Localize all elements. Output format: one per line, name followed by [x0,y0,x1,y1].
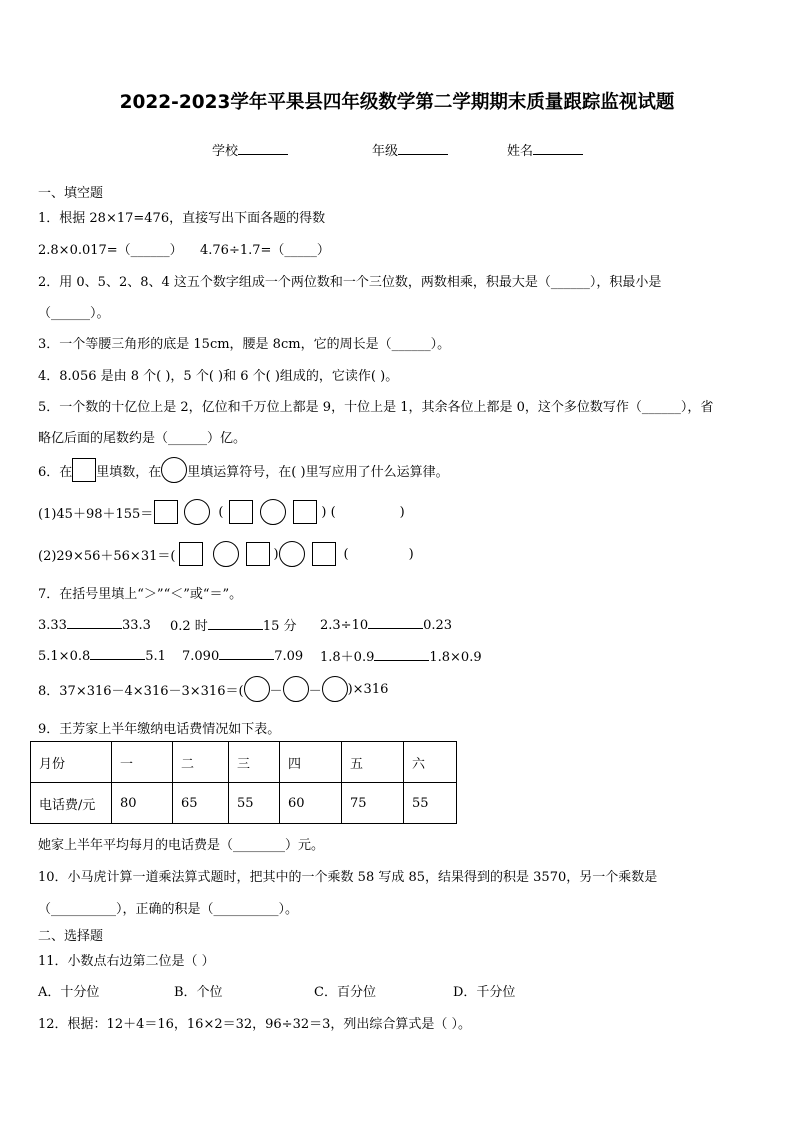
answer-circle[interactable] [244,676,270,702]
question-7-row-2 [38,646,166,664]
law-paren-open: ( [343,546,349,562]
question-6-part3: 里填运算符号，在( )里写应用了什么运算律。 [187,464,449,480]
option-b[interactable]: B．个位 [174,985,223,1000]
table-cell: 二 [173,742,229,783]
question-2-line2: （______）。 [38,306,110,321]
open-paren: ( [218,504,224,520]
minus-sign: － [308,683,322,699]
number-box-example [72,458,96,482]
question-1-a: 2.8×0.017=（______） [38,243,183,258]
question-5-line2: 略亿后面的尾数约是（______）亿。 [38,431,247,446]
question-7-row-1 [38,615,151,633]
number-box[interactable] [293,500,317,524]
table-cell: 60 [280,783,342,824]
table-cell: 四 [280,742,342,783]
table-cell: 65 [173,783,229,824]
question-6-row1-label: (1)45＋98＋155＝ [38,506,154,522]
compare-left: 2.3÷10 [320,618,369,633]
operator-circle[interactable] [184,499,210,525]
option-d[interactable]: D．千分位 [453,985,516,1000]
compare-right: 15 分 [262,619,297,634]
table-cell: 三 [229,742,280,783]
table-cell: 75 [342,783,404,824]
minus-sign: － [269,683,283,699]
question-7: 7．在括号里填上“＞”“＜”或“＝”。 [38,587,243,602]
compare-blank[interactable] [219,646,274,660]
law-paren-end: ) [399,504,405,520]
section-heading-fill-in: 一、填空题 [38,186,104,201]
question-7-row-1b [170,615,297,634]
number-box[interactable] [246,542,270,566]
table-cell: 55 [229,783,280,824]
table-cell: 55 [404,783,457,824]
compare-left: 7.090 [182,649,220,664]
question-7-row-2b [182,646,303,664]
compare-right: 1.8×0.9 [429,650,482,665]
name-field [507,140,583,159]
close-paren-law: ) ( [321,504,336,520]
name-label: 姓名 [507,144,534,159]
operator-circle[interactable] [260,499,286,525]
option-a[interactable]: A．十分位 [38,985,100,1000]
law-paren-end: ) [408,546,414,562]
question-11: 11．小数点右边第二位是（ ） [38,954,215,969]
compare-blank[interactable] [67,615,122,629]
school-field [212,140,288,159]
compare-right: 7.09 [274,649,304,664]
table-row [31,742,457,783]
option-c[interactable]: C．百分位 [314,985,376,1000]
compare-blank[interactable] [374,647,429,661]
question-8 [38,676,388,702]
question-6-part1: 6．在 [38,464,73,480]
question-4: 4．8.056 是由 8 个( )，5 个( )和 6 个( )组成的，它读作( )。 [38,369,399,384]
question-7-row-1c [320,615,452,633]
question-9-followup: 她家上半年平均每月的电话费是（________）元。 [38,838,325,853]
grade-blank[interactable] [398,141,448,155]
question-7-row-2c [320,646,482,665]
compare-left: 1.8＋0.9 [320,650,375,665]
compare-right: 0.23 [423,618,453,633]
table-cell: 五 [342,742,404,783]
operator-circle[interactable] [213,541,239,567]
question-3: 3．一个等腰三角形的底是 15cm，腰是 8cm，它的周长是（______）。 [38,337,451,352]
table-row [31,783,457,824]
grade-field [372,140,448,159]
compare-right: 33.3 [121,618,151,633]
question-6-row-1 [38,499,405,525]
table-cell: 月份 [31,742,112,783]
school-blank[interactable] [238,141,288,155]
compare-blank[interactable] [208,616,263,630]
grade-label: 年级 [372,144,399,159]
name-blank[interactable] [533,141,583,155]
question-5-line1: 5．一个数的十亿位上是 2，亿位和千万位上都是 9，十位上是 1，其余各位上都是 0，这个多位数写作（______），省 [38,400,714,415]
question-8-end: )×316 [347,681,389,697]
question-1-b: 4.76÷1.7=（_____） [200,243,330,258]
compare-blank[interactable] [90,646,145,660]
table-cell: 一 [112,742,173,783]
section-heading-choice: 二、选择题 [38,929,104,944]
question-12: 12．根据：12＋4＝16，16×2＝32，96÷32＝3，列出综合算式是（ ）。 [38,1017,472,1032]
compare-left: 3.33 [38,618,67,633]
number-box[interactable] [229,500,253,524]
compare-right: 5.1 [145,649,166,664]
table-cell: 80 [112,783,173,824]
phone-bill-table [30,741,457,824]
compare-blank[interactable] [368,615,423,629]
operator-circle-example [161,457,187,483]
table-cell: 六 [404,742,457,783]
question-6-part2: 里填数，在 [96,464,162,480]
question-8-label: 8．37×316－4×316－3×316＝( [38,683,244,699]
table-cell: 电话费/元 [31,783,112,824]
answer-circle[interactable] [322,676,348,702]
question-6-row-2 [38,541,414,567]
answer-circle[interactable] [283,676,309,702]
question-10-line2: （__________），正确的积是（__________）。 [38,902,299,917]
number-box[interactable] [154,500,178,524]
question-6 [38,457,449,483]
number-box[interactable] [312,542,336,566]
number-box[interactable] [179,542,203,566]
question-6-row2-label: (2)29×56＋56×31＝( [38,548,176,564]
question-2-line1: 2．用 0、5、2、8、4 这五个数字组成一个两位数和一个三位数，两数相乘，积最大是（______），积最小是 [38,275,662,290]
school-label: 学校 [212,144,239,159]
question-10-line1: 10．小马虎计算一道乘法算式题时，把其中的一个乘数 58 写成 85，结果得到的积是 3570，另一个乘数是 [38,870,658,885]
page-title: 2022-2023学年平果县四年级数学第二学期期末质量跟踪监视试题 [119,92,675,113]
question-1: 1．根据 28×17=476，直接写出下面各题的得数 [38,211,326,226]
compare-left: 0.2 时 [170,619,208,634]
question-9: 9．王芳家上半年缴纳电话费情况如下表。 [38,722,281,737]
compare-left: 5.1×0.8 [38,649,91,664]
close-paren: ) [273,546,279,562]
operator-circle[interactable] [279,541,305,567]
